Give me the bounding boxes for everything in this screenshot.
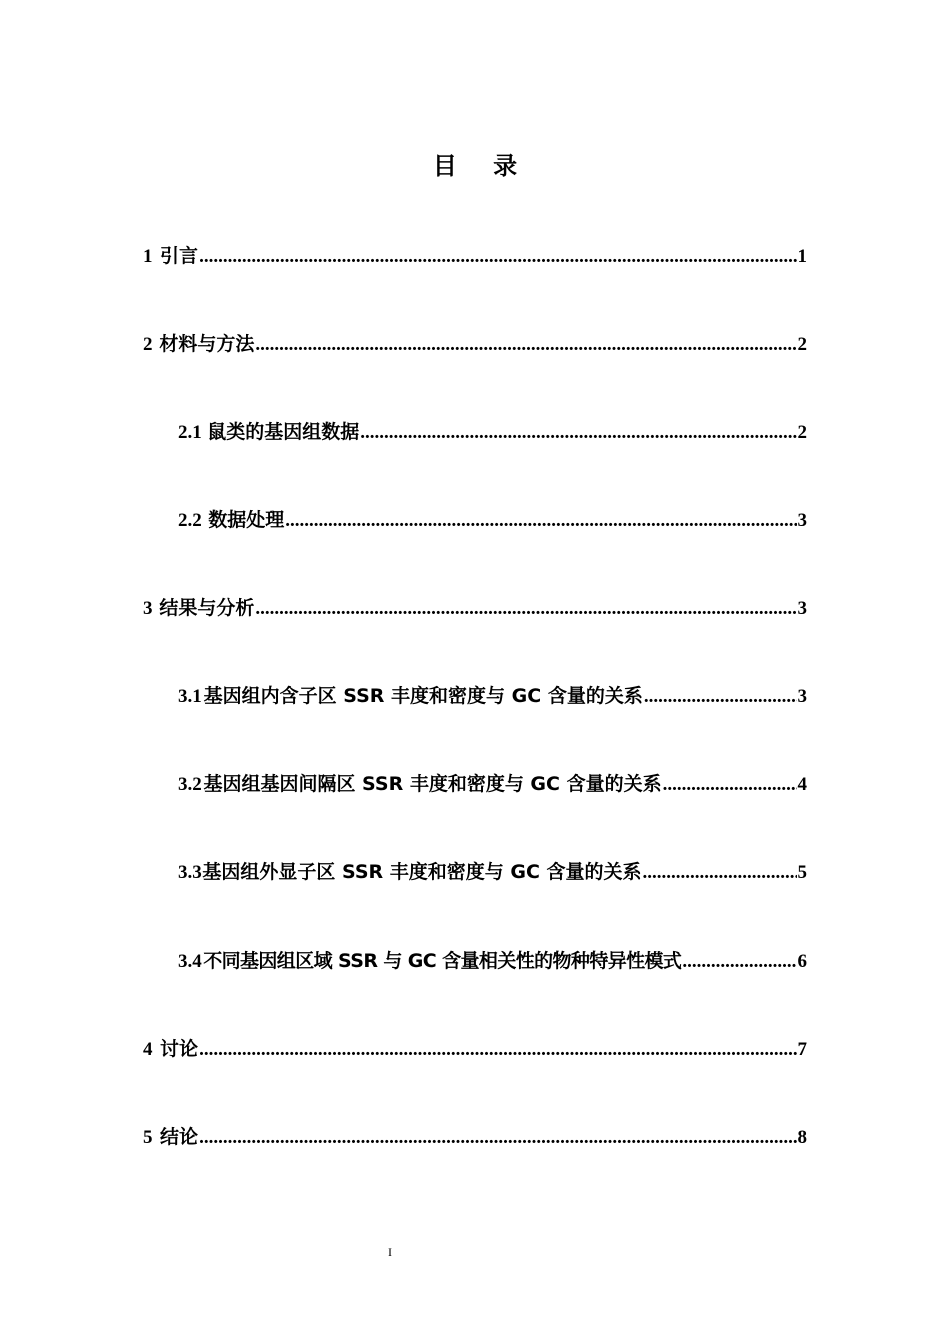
dot-leader <box>360 418 796 448</box>
toc-entry-2-2[interactable] <box>178 505 807 535</box>
toc-entry-5[interactable] <box>143 1122 807 1152</box>
toc-entry-title: 材料与方法 <box>159 333 255 355</box>
toc-entry-number: 3.2 <box>178 774 202 795</box>
toc-entry-title: 鼠类的基因组数据 <box>207 421 360 443</box>
page-number-footer: I <box>388 1245 392 1259</box>
toc-entry-page: 3 <box>797 510 807 531</box>
toc-title: 目 录 <box>432 152 532 180</box>
toc-entry-3-2[interactable] <box>178 769 807 799</box>
toc-entry-number: 3 <box>143 598 153 619</box>
toc-entry-number: 1 <box>143 246 153 267</box>
toc-entry-title: 结果与分析 <box>159 597 255 619</box>
toc-entry-number: 3.1 <box>178 686 202 707</box>
toc-entry-page: 3 <box>797 686 807 707</box>
toc-entry-page: 4 <box>797 774 807 795</box>
dot-leader <box>255 330 796 360</box>
dot-leader <box>199 242 796 272</box>
toc-entry-number: 5 <box>143 1127 153 1148</box>
toc-entry-number: 2 <box>143 334 153 355</box>
toc-entry-number: 3.3 <box>178 862 202 883</box>
toc-entry-page: 2 <box>797 334 807 355</box>
toc-entry-title: 引言 <box>160 245 199 267</box>
toc-entry-page: 3 <box>797 598 807 619</box>
dot-leader <box>255 594 796 624</box>
toc-entry-page: 2 <box>797 422 807 443</box>
toc-entry-number: 2.1 <box>178 422 202 443</box>
dot-leader <box>199 1123 796 1153</box>
toc-entry-page: 6 <box>797 951 807 972</box>
toc-entry-2[interactable] <box>143 329 807 359</box>
dot-leader <box>199 1035 796 1065</box>
dot-leader <box>682 947 796 977</box>
toc-entry-title: 数据处理 <box>208 509 285 531</box>
toc-entry-page: 1 <box>797 246 807 267</box>
toc-entry-page: 8 <box>797 1127 807 1148</box>
toc-entry-title: 基因组外显子区 SSR 丰度和密度与 GC 含量的关系 <box>202 861 642 883</box>
toc-entry-4[interactable] <box>143 1034 807 1064</box>
dot-leader <box>663 770 797 800</box>
toc-entry-3-4[interactable] <box>178 946 807 976</box>
toc-entry-title: 基因组内含子区 SSR 丰度和密度与 GC 含量的关系 <box>203 685 643 707</box>
toc-entry-title: 基因组基因间隔区 SSR 丰度和密度与 GC 含量的关系 <box>203 773 662 795</box>
toc-entry-title: 讨论 <box>160 1038 199 1060</box>
toc-entry-page: 5 <box>797 862 807 883</box>
toc-entry-number: 3.4 <box>178 951 202 972</box>
toc-entry-page: 7 <box>797 1039 807 1060</box>
toc-entry-title: 不同基因组区域 SSR 与 GC 含量相关性的物种特异性模式 <box>203 950 682 972</box>
toc-entry-3-1[interactable] <box>178 681 807 711</box>
dot-leader <box>643 858 797 888</box>
toc-entry-2-1[interactable] <box>178 417 807 447</box>
toc-entry-number: 4 <box>143 1039 153 1060</box>
toc-entry-3[interactable] <box>143 593 807 623</box>
toc-entry-1[interactable] <box>143 241 807 271</box>
dot-leader <box>285 506 796 536</box>
dot-leader <box>644 682 797 712</box>
toc-entry-3-3[interactable] <box>178 857 807 887</box>
toc-entry-title: 结论 <box>160 1126 199 1148</box>
toc-entry-number: 2.2 <box>178 510 202 531</box>
